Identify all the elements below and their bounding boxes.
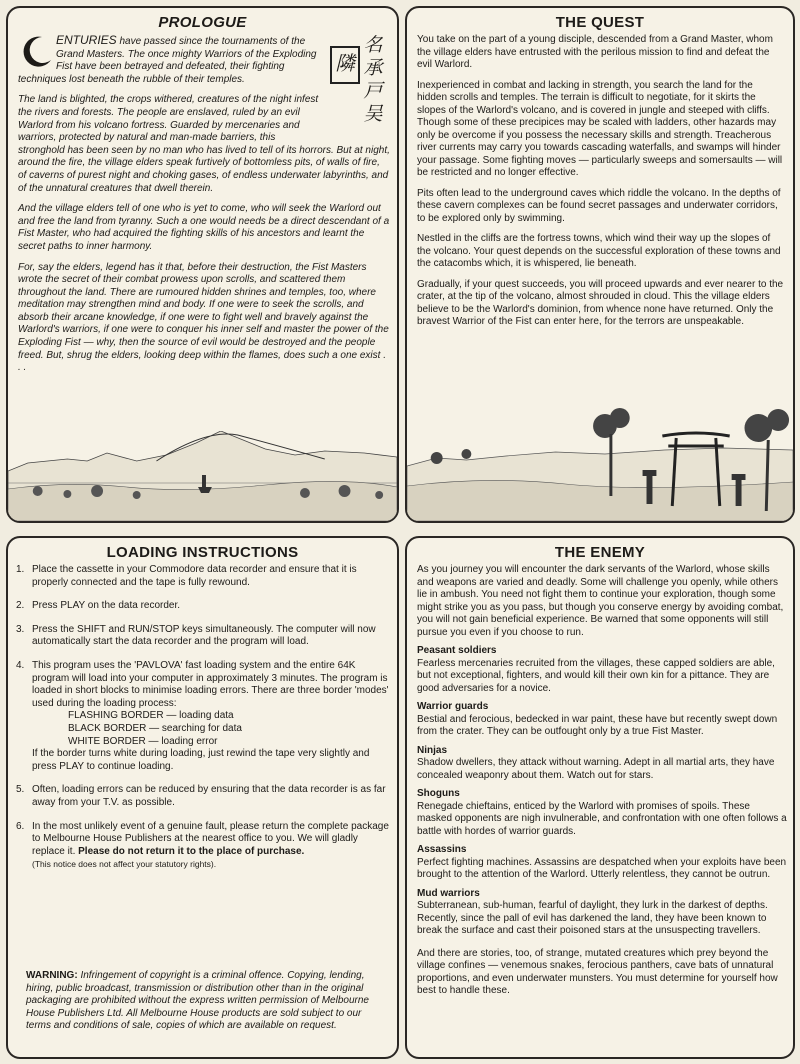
- enemy-title: THE ENEMY: [554, 544, 646, 561]
- enemy-text: [417, 564, 787, 1004]
- loading-step: 3. Press the SHIFT and RUN/STOP keys simultaneously. The computer will now automatically start the data recorder and the program will load.: [16, 623, 376, 648]
- loading-step: 4. This program uses the 'PAVLOVA' fast loading system and the entire 64K program will load into your computer in approximately 3 minutes. The program is loaded in short blocks to minimise loading errors. There are three border 'modes' used during the loading process: FLASHING BORDER — loading data BLACK BORDER — searching for data WHITE BORDER — loading error If the border turns white during loading, just rewind the tape very slightly and press PLAY to continue loading.: [16, 660, 392, 773]
- copyright-warning: WARNING: Infringement of copyright is a criminal offence. Copying, lending, hiring, public broadcast, transmission or distribution other than in the original packaging are prohibited without the express written permission of Melbourne House Publishers Ltd. All Melbourne House products are sold subject to our terms and conditions of sale, copies of which are available on request.: [26, 970, 369, 1032]
- prologue-paragraph-4: For, say the elders, legend has it that, before their destruction, the Fist Masters wrote the secret of their combat prowess upon scrolls, and scattered them throughout the land. There are rumoured hidden shrines and temples, too, where meditation may strengthen mind and body. If one were to seek the scrolls, and absorb their arcane knowledge, if one were to fight well and bravely against the Warlord's warriors, if one were to conquer his inner self and master the power of the Exploding Fist — why, then the source of evil would be destroyed and the people freed. But, shrug the elders, looking deep within the flames, does such a one exist . . .: [18, 261, 389, 374]
- torii-gate-illustration: [407, 406, 793, 521]
- prologue-paragraph-1: ENTURIES have passed since the tournaments of the Grand Masters. The once mighty Warriors of the Exploding Fist have been betrayed and defeated, their fighting techniques lost beneath the rubble of their temples.: [18, 33, 317, 85]
- quest-panel: [405, 6, 795, 523]
- loading-steps-list: [16, 564, 392, 882]
- loading-title: LOADING INSTRUCTIONS: [106, 544, 299, 561]
- enemy-type-desc: Shadow dwellers, they attack without warning. Adept in all martial arts, they have concealed weaponry about them. Watch out for stars.: [417, 757, 775, 781]
- crescent-moon-dropcap-icon: [18, 34, 54, 70]
- statutory-rights-note: (This notice does not affect your statutory rights).: [32, 859, 217, 870]
- enemy-type-desc: Bestial and ferocious, bedecked in war paint, these have but recently swept down from the crater. They can be outfought only by a true Fist Master.: [417, 713, 778, 737]
- loading-panel: [6, 536, 399, 1059]
- enemy-type-name: Warrior guards: [417, 701, 489, 712]
- loading-step: 6. In the most unlikely event of a genuine fault, please return the complete package to Melbourne House Publishers at the nearest office to you. We will gladly replace it. Please do not return it to the place of purchase. (This notice does not affect your statutory rights).: [16, 821, 392, 871]
- enemy-type-desc: Fearless mercenaries recruited from the villages, these capped soldiers are able, but not exceptional, fighters, and would kill their own kin for a pittance. They are good adversaries for a novice.: [417, 657, 775, 694]
- prologue-lead-caps: ENTURIES: [56, 33, 117, 47]
- enemy-type-name: Ninjas: [417, 744, 448, 756]
- prologue-title: PROLOGUE: [158, 14, 247, 31]
- quest-paragraph-4: Nestled in the cliffs are the fortress towns, which wind their way up the slopes of the volcano. Your quest depends on the successful exploration of these towns and the catacombs which, it is whispered, lie beneath.: [417, 233, 781, 269]
- quest-text: [417, 34, 785, 337]
- quest-paragraph-2: Inexperienced in combat and lacking in strength, you search the land for the hidden scrolls and temples. The terrain is difficult to negotiate, for it skirts the slopes of the Warlord's volcano, and is covered in jungle and steeped with cliffs. Though some of these precipices may be scaled with ladders, other hazards may only be overcome if you possess the necessary skills and strength. Treacherous river currents may carry you towards cascading waterfalls, and swamps will hinder your passage. Some fighting moves — particularly sweeps and somersaults — will be restricted and no longer effective.: [417, 79, 783, 178]
- prologue-text: [18, 34, 390, 383]
- enemy-type-name: Assassins: [417, 844, 467, 855]
- enemy-type-desc: Renegade chieftains, enticed by the Warlord with promises of spoils. These masked opponents are nigh invulnerable, and confrontation with one often follows a battle with hordes of warrior guards.: [417, 800, 787, 837]
- border-modes-list: FLASHING BORDER — loading data BLACK BORDER — searching for data WHITE BORDER — loading error: [68, 710, 242, 747]
- loading-step: 2. Press PLAY on the data recorder.: [16, 600, 181, 612]
- enemy-panel: [405, 536, 795, 1059]
- quest-title: THE QUEST: [555, 14, 645, 31]
- prologue-paragraph-2: The land is blighted, the crops withered, creatures of the night infest the rivers and forests. The people are enslaved, ruled by an evil Warlord from his volcano fortress. Guarded by mercenaries and warriors, protected by natural and man-made barriers, this stronghold has been seen by no man who has lived to tell of its horrors. But at night, around the fire, the village elders speak furtively of bottomless pits, of walls of fire, of caverns of purest night and choking gases, of endless underwater labyrinths, and of the unnatural creatures that dwell therein.: [18, 94, 390, 194]
- quest-paragraph-5: Gradually, if your quest succeeds, you will proceed upwards and ever nearer to the crater, at the tip of the volcano, almost shrouded in cloud. This the village elders believe to be the Warlord's dominion, from whence none have returned. Only the bravest Warrior of the Fist can enter here, for the terrors are unspeakable.: [417, 278, 784, 327]
- enemy-outro: And there are stories, too, of strange, mutated creatures which prey beyond the village confines — venemous snakes, ferocious panthers, cave bats of unnatural proportions, and even underwater munsters. You must determine for yourself how best to handle these.: [417, 947, 778, 996]
- seal-character: 隣: [330, 46, 360, 84]
- enemy-type-desc: Subterranean, sub-human, fearful of daylight, they lurk in the darkest of depths. Recently, since the pall of evil has darkened the land, they have been known to break the surface and cast their poisoned stars at the unsuspecting travellers.: [417, 900, 768, 936]
- quest-paragraph-3: Pits often lead to the underground caves which riddle the volcano. In the depths of these cavern complexes can be found secret passages and underwater corridors, to be explored only by swimming.: [417, 187, 781, 224]
- loading-step: 5. Often, loading errors can be reduced by ensuring that the data recorder is as far away from your T.V. as possible.: [16, 784, 386, 808]
- enemy-type-desc: Perfect fighting machines. Assassins are despatched when your exploits have been brought to the attention of the Warlord. Utterly relentless, they cannot be outrun.: [417, 856, 787, 880]
- prologue-paragraph-3: And the village elders tell of one who is yet to come, who will seek the Warlord out and free the land from tyranny. Such a one would needs be a direct descendant of a Fist Master, who had acquired the fighting skills of his ancestors and learnt the secret paths to inner harmony.: [18, 203, 390, 252]
- warning-label: WARNING:: [26, 970, 78, 981]
- quest-paragraph-1: You take on the part of a young disciple, descended from a Grand Master, whom the village elders have entrusted with the perilous mission to find and defeat the evil Warlord.: [417, 34, 773, 70]
- volcano-village-illustration: [8, 431, 397, 521]
- enemy-type-name: Mud warriors: [417, 887, 480, 899]
- return-warning-bold: Please do not return it to the place of purchase.: [78, 845, 305, 857]
- enemy-type-name: Shoguns: [417, 788, 460, 799]
- calligraphy-seal: [330, 34, 390, 132]
- loading-step: 1. Place the cassette in your Commodore data recorder and ensure that it is properly connected and the tape is fully rewound.: [16, 564, 357, 588]
- vertical-calligraphy: 名 承 戸 吴: [363, 35, 383, 125]
- enemy-type-name: Peasant soldiers: [417, 645, 497, 656]
- prologue-panel: [6, 6, 399, 523]
- enemy-intro: As you journey you will encounter the dark servants of the Warlord, whose skills and weapons are varied and deadly. Some will challenge you openly, while others lie in ambush. You need not fight them to continue your exploration, though some might strike you as you pass, but though you conserve energy by avoiding combat, you will not gain beneficial experience. Be warned that some opponents will still pursue you even if you choose to run.: [417, 564, 784, 638]
